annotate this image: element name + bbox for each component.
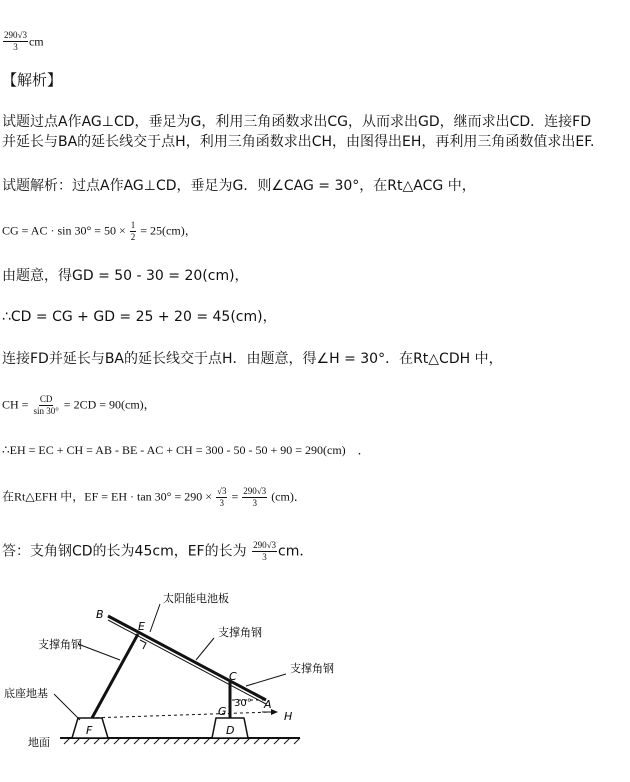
top-answer-fraction (3, 30, 28, 53)
solar-panel-diagram (0, 582, 630, 782)
ef-fraction-1 (216, 486, 227, 509)
fraction-numerator: 290√3 (253, 540, 277, 550)
fraction-numerator: 290√3 (243, 486, 267, 496)
solution-intro: 试题解析：过点A作AG⊥CD，垂足为G．则∠CAG = 30°，在Rt△ACG 中， (2, 178, 476, 194)
cg-right: = 25(cm)， (140, 223, 197, 238)
leader-support-right (246, 674, 286, 686)
cg-fraction (130, 220, 137, 243)
fraction-numerator: 1 (130, 220, 136, 230)
label-support-right: 支撑角钢 (290, 662, 334, 675)
ch-equation (2, 394, 156, 417)
answer-right: cm． (278, 543, 314, 560)
ef-left: 在Rt△EFH 中，EF = EH · tan 30° = 290 × (2, 489, 212, 504)
final-answer (2, 540, 313, 563)
ch-left: CH = (2, 397, 29, 412)
analysis-line-1: 试题过点A作AG⊥CD，垂足为G，利用三角函数求出CG，从而求出GD，继而求出CD．连接FD (2, 114, 591, 130)
label-g: G (218, 705, 227, 718)
ef-equation (2, 486, 306, 509)
label-b: B (96, 608, 104, 621)
cg-left: CG = AC · sin 30° = 50 × (2, 223, 126, 238)
label-base: 底座地基 (4, 687, 48, 700)
ef-right: (cm)． (271, 489, 306, 504)
answer-left: 答：支角钢CD的长为45cm，EF的长为 (2, 543, 247, 560)
leader-support-panel (196, 638, 214, 660)
cg-equation (2, 220, 197, 243)
label-d: D (226, 724, 235, 737)
ef-mid: = (231, 489, 239, 504)
leader-base (54, 694, 80, 720)
arrow-head-h (271, 709, 278, 715)
top-answer (2, 30, 44, 53)
fraction-denominator: 3 (219, 498, 224, 508)
answer-fraction (252, 540, 277, 563)
label-e: E (138, 620, 145, 633)
leader-panel (150, 604, 160, 632)
top-answer-unit: cm (28, 34, 44, 49)
ef-fraction-2 (242, 486, 267, 509)
fraction-numerator: CD (39, 394, 53, 404)
fraction-denominator: sin 30° (33, 406, 59, 416)
fraction-denominator: 3 (262, 552, 267, 562)
fraction-denominator: 3 (252, 498, 257, 508)
label-c: C (229, 670, 237, 683)
leader-support-left (78, 644, 120, 660)
ch-right: = 2CD = 90(cm)， (63, 397, 156, 412)
label-ground: 地面 (28, 736, 50, 749)
fraction-numerator: 290√3 (4, 30, 27, 40)
label-panel: 太阳能电池板 (163, 592, 229, 605)
label-a: A (264, 698, 272, 711)
fraction-denominator: 3 (13, 42, 18, 52)
analysis-line-2: 并延长与BA的延长线交于点H，利用三角函数求出CH，由图得出EH，再利用三角函数值求出EF. (2, 134, 595, 150)
gd-equation: 由题意，得GD = 50 - 30 = 20(cm)， (2, 268, 249, 284)
cd-equation: ∴CD = CG + GD = 25 + 20 = 45(cm)， (2, 309, 277, 325)
section-heading: 【解析】 (2, 71, 63, 89)
connect-line: 连接FD并延长与BA的延长线交于点H．由题意，得∠H = 30°．在Rt△CDH 中， (2, 351, 503, 367)
label-support-left: 支撑角钢 (38, 638, 82, 651)
label-f: F (86, 724, 93, 737)
line-fh-dashed (90, 712, 272, 718)
fraction-numerator: √3 (217, 486, 227, 496)
ch-fraction (32, 394, 59, 417)
eh-equation: ∴EH = EC + CH = AB - BE - AC + CH = 300 - 50 - 50 + 90 = 290(cm) ． (2, 443, 370, 457)
support-ef (92, 634, 138, 718)
label-angle: 30° (234, 698, 252, 709)
fraction-denominator: 2 (130, 232, 136, 242)
right-angle-e (140, 640, 146, 649)
label-support-panel: 支撑角钢 (218, 626, 262, 639)
label-h: H (284, 710, 293, 723)
